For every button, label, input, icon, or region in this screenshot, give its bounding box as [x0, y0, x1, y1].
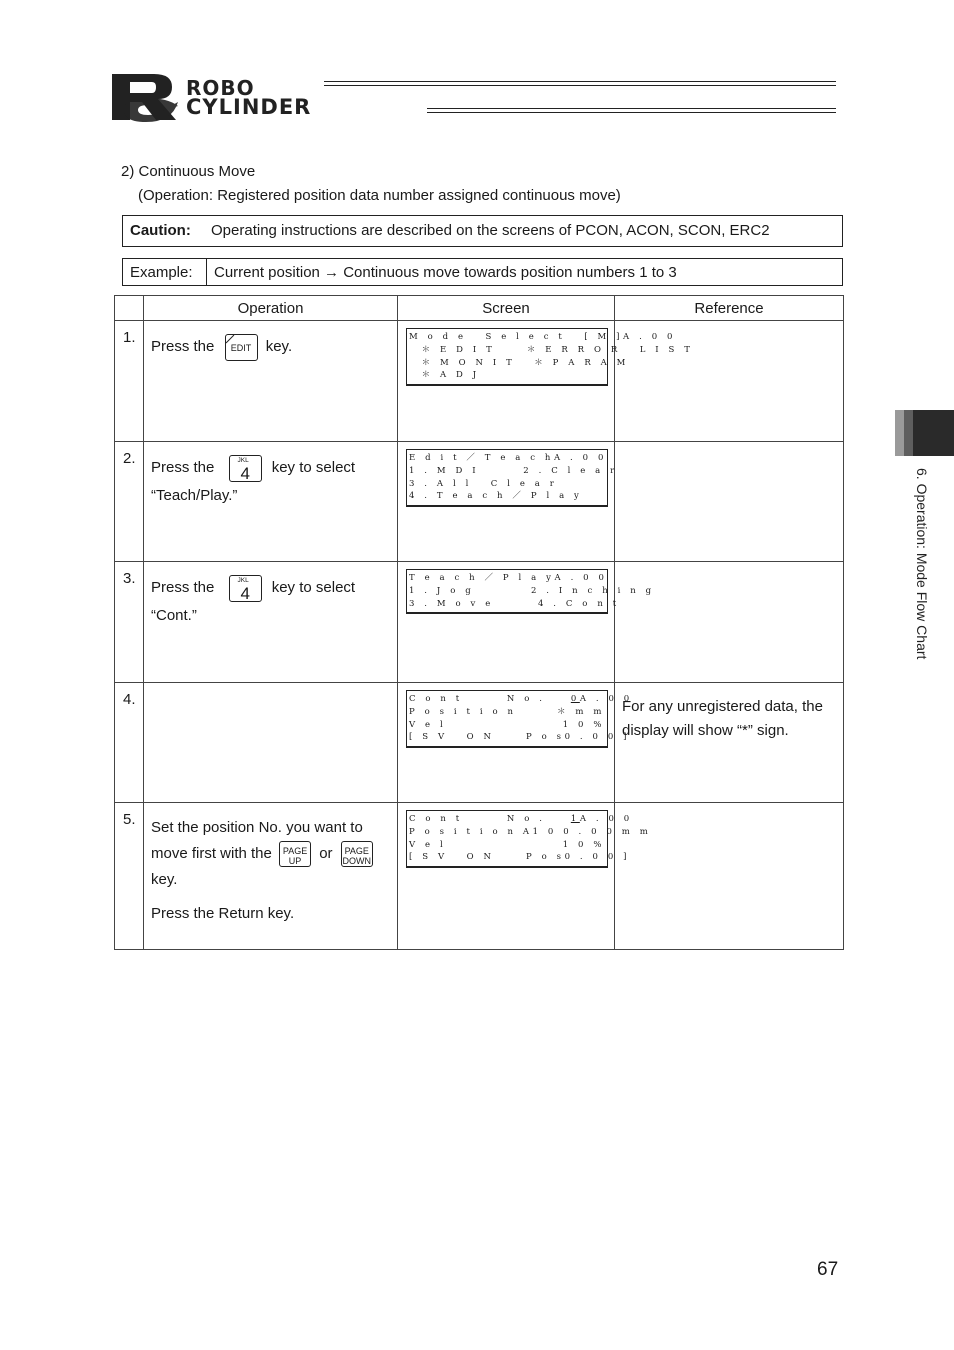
key-4-icon: [229, 575, 262, 602]
lcd-screen: [406, 449, 618, 507]
lcd-left: 3 . A l l C l e a r: [409, 478, 558, 489]
key-main-label: 4: [240, 583, 251, 603]
logo-text-robo: ROBO: [186, 76, 255, 100]
lcd-line: [409, 357, 629, 370]
screen-cell: [398, 683, 633, 803]
table-row: [115, 803, 844, 950]
tab-stripe: [895, 410, 904, 456]
lcd-left: E d i t ／ T e a c h: [409, 453, 554, 463]
lcd-line: [409, 465, 618, 478]
lcd-left: ＊ E D I T ＊ E R R O R L I S T: [409, 344, 694, 355]
lcd-line: [409, 598, 620, 611]
operation-text: “Teach/Play.”: [151, 487, 238, 504]
lcd-right: ＊ m m: [556, 706, 605, 717]
table-row: [115, 683, 844, 803]
lcd-line: [409, 839, 607, 852]
logo-text-cylinder: CYLINDER: [186, 95, 312, 119]
lcd-line: [409, 369, 607, 382]
screen-cell: [398, 562, 655, 683]
table-row: [115, 442, 844, 562]
lcd-line: [409, 706, 607, 719]
lcd-line: [409, 344, 694, 357]
lcd-left: T e a c h ／ P l a y: [409, 573, 555, 583]
lcd-right: A . 0 0: [623, 332, 677, 342]
screen-cell: [398, 442, 618, 562]
key-label: DOWN: [342, 856, 371, 867]
operation-text: key to select: [271, 579, 356, 596]
header-rule: [324, 81, 836, 82]
header-rule: [324, 85, 836, 86]
operation-cell: [144, 562, 398, 683]
operation-text: move first with the: [151, 845, 272, 862]
key-4-icon: [229, 455, 262, 482]
lcd-left: ＊ M O N I T ＊ P A R A M: [409, 357, 629, 368]
lcd-line: [409, 693, 633, 706]
lcd-screen: [406, 569, 655, 614]
header-rule: [427, 108, 836, 109]
operation-text: Press the: [151, 338, 215, 355]
lcd-line: [409, 490, 607, 503]
operation-cell: [144, 321, 398, 442]
header-reference: Reference: [615, 296, 844, 321]
table-row: [115, 321, 844, 442]
lcd-text: C o n t N o .: [409, 814, 546, 824]
operation-cell: [144, 683, 398, 803]
section-title: 2) Continuous Move: [121, 163, 256, 180]
lcd-line: [409, 813, 633, 826]
lcd-right: A . 0 0: [554, 573, 608, 583]
example-divider: [206, 259, 207, 285]
tab-stripe: [904, 410, 913, 456]
lcd-left: M o d e S e l e c t [ M ]: [409, 332, 624, 342]
lcd-right: 1 0 0 . 0 0 m m: [532, 826, 652, 837]
lcd-line: [409, 851, 631, 864]
example-text: Current position → Continuous move towards position numbers 1 to 3: [214, 264, 677, 281]
header-cell-num: [115, 296, 144, 321]
lcd-left: [ S V O N P o s: [409, 852, 565, 863]
edit-key-label: EDIT: [230, 342, 252, 353]
lcd-right: 0 . 0 0 ]: [564, 852, 631, 863]
caution-text: Operating instructions are described on the screens of PCON, ACON, SCON, ERC2: [211, 222, 770, 239]
page-number: 67: [817, 1259, 839, 1280]
screen-cell: [398, 803, 652, 950]
lcd-right: 1 0 %: [562, 719, 605, 730]
key-label: PAGE: [344, 846, 369, 857]
chapter-tab: [895, 410, 954, 456]
operation-text: key.: [265, 338, 293, 355]
lcd-right: A . 0 0: [579, 694, 633, 704]
lcd-line: [409, 585, 655, 598]
key-main-label: 4: [240, 463, 251, 483]
step-number: 1.: [115, 321, 144, 442]
lcd-left: V e l: [409, 719, 447, 730]
operation-text: Press the: [151, 579, 215, 596]
lcd-left: 4 . T e a c h ／ P l a y: [409, 491, 583, 502]
lcd-line: [409, 452, 607, 465]
tab-stripe: [913, 410, 954, 456]
lcd-left: [ S V O N P o s: [409, 732, 565, 743]
table-header-row: [115, 296, 844, 321]
lcd-line: [409, 731, 631, 744]
lcd-right: 1 0 %: [562, 839, 605, 850]
example-box: [122, 258, 843, 286]
step-number: 4.: [115, 683, 144, 803]
lcd-line: [409, 572, 607, 585]
lcd-line: [409, 719, 607, 732]
screen-cell: [398, 321, 694, 442]
operation-table: [114, 295, 844, 950]
lcd-left: [409, 813, 580, 826]
lcd-text: C o n t N o .: [409, 694, 546, 704]
key-label: PAGE: [282, 846, 308, 857]
lcd-left: 1 . M D I 2 . C l e a r: [409, 465, 618, 476]
lcd-left: [409, 693, 580, 706]
operation-text: key to select: [271, 459, 356, 476]
reference-cell: [615, 562, 844, 683]
section-subtitle: (Operation: Registered position data number assigned continuous move): [138, 187, 621, 204]
reference-cell: [615, 442, 844, 562]
caution-box: [122, 215, 843, 247]
lcd-line: [409, 478, 607, 491]
lcd-screen: [406, 328, 694, 386]
operation-text: or: [319, 845, 333, 862]
lcd-position-no: 0: [570, 694, 580, 704]
lcd-line: [409, 331, 677, 344]
lcd-left: V e l: [409, 839, 447, 850]
step-number: 5.: [115, 803, 144, 950]
operation-text: Set the position No. you want to: [151, 819, 363, 836]
lcd-right: A . 0 0: [554, 453, 607, 463]
operation-text: key.: [151, 871, 178, 889]
lcd-left: P o s i t i o n A: [409, 826, 533, 837]
edit-key-icon: [225, 334, 258, 361]
lcd-left: 3 . M o v e 4 . C o n t: [409, 598, 620, 609]
rc-logo-mark: [108, 72, 182, 124]
lcd-screen: [406, 690, 633, 748]
key-label: UP: [288, 856, 302, 867]
header-rule: [427, 112, 836, 113]
reference-cell: [615, 803, 844, 950]
page-up-key-icon: [279, 841, 311, 867]
step-number: 3.: [115, 562, 144, 683]
lcd-left: P o s i t i o n: [409, 706, 517, 717]
table-row: [115, 562, 844, 683]
step-number: 2.: [115, 442, 144, 562]
key-corner-icon: [225, 334, 235, 344]
operation-text: Press the Return key.: [151, 905, 295, 923]
lcd-right: A . 0 0: [579, 814, 633, 824]
operation-text: Press the: [151, 459, 215, 476]
chapter-label-text: 6. Operation: Mode Flow Chart: [914, 468, 930, 660]
page-down-key-icon: [341, 841, 373, 867]
key-sub-label: JKL: [237, 456, 249, 464]
chapter-label: [912, 468, 936, 698]
header-screen: Screen: [398, 296, 615, 321]
reference-cell: For any unregistered data, the display will show “*” sign.: [615, 683, 844, 803]
key-sub-label: JKL: [237, 576, 249, 584]
caution-label: Caution:: [130, 222, 191, 239]
lcd-left: ＊ A D J: [409, 370, 480, 381]
lcd-position-no: 1: [570, 814, 580, 824]
operation-cell: [144, 803, 398, 950]
lcd-screen: [406, 810, 652, 868]
operation-cell: [144, 442, 398, 562]
example-label: Example:: [130, 264, 193, 281]
lcd-line: [409, 826, 652, 839]
lcd-right: 0 . 0 0 ]: [564, 732, 631, 743]
lcd-left: 1 . J o g 2 . I n c h i n g: [409, 585, 655, 596]
operation-text: “Cont.”: [151, 607, 197, 624]
header-operation: Operation: [144, 296, 398, 321]
